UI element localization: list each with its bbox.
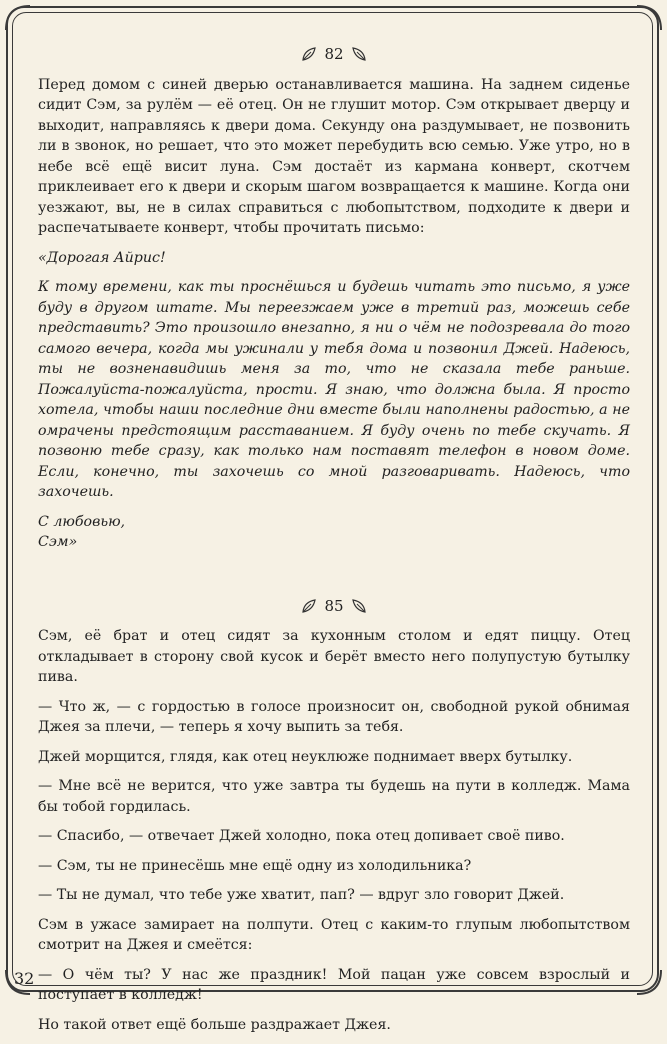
corner-ornament-icon: [4, 4, 32, 32]
section-number: 82: [324, 45, 344, 63]
section-paragraph: Но такой ответ ещё больше раздражает Джея.: [38, 1016, 391, 1033]
corner-ornament-icon: [635, 968, 663, 996]
section-paragraph: Джей морщится, глядя, как отец неуклюже поднимает вверх бутылку.: [38, 748, 573, 765]
section-paragraph: — Спасибо, — отвечает Джей холодно, пока отец допивает своё пиво.: [38, 828, 565, 844]
letter-body: К тому времени, как ты проснёшься и будешь читать это письмо, я уже буду в другом штате. Мы переезжаем уже в третий раз, можешь себе представить? Это произошло внезапно, я ни о чём не подозревала до того самого вечера, когда мы ужинали у тебя дома и позвонил Джей. Надеюсь, ты не возненавидишь меня за то, что не сказала тебе раньше. Пожалуйста-пожалуйста, прости. Я знаю, что должна была. Я просто хотела, чтобы наши последние дни вместе были наполнены радостью, а не омрачены предстоящим расставанием. Я буду очень по тебе скучать. Я позвоню тебе сразу, как только нам поставят телефон в новом доме. Если, конечно, ты захочешь со мной разговаривать. Надеюсь, что захочешь.: [38, 279, 630, 500]
section-number: 85: [324, 596, 344, 615]
corner-ornament-icon: [635, 4, 663, 32]
page-content: [38, 44, 630, 1044]
section-heading: [38, 596, 630, 617]
section-paragraph: — Сэм, ты не принесёшь мне ещё одну из холодильника?: [38, 857, 472, 874]
page-number: 32: [14, 969, 35, 988]
letter: [38, 248, 630, 553]
letter-greeting: «Дорогая Айрис!: [38, 249, 166, 266]
section-paragraph: — Мне всё не верится, что уже завтра ты будешь на пути в колледж. Мама бы тобой гордилась.: [38, 778, 630, 815]
leaf-ornament-icon: [350, 45, 368, 63]
letter-signature: Сэм»: [38, 534, 78, 550]
leaf-ornament-icon: [300, 597, 318, 615]
section-paragraph: — О чём ты? У нас же праздник! Мой пацан уже совсем взрослый и поступает в колледж!: [38, 966, 630, 1003]
section-paragraph: Перед домом с синей дверью останавливается машина. На заднем сиденье сидит Сэм, за рулём — её отец. Он не глушит мотор. Сэм открывает дверцу и выходит, направляясь к двери дома. Секунду она раздумывает, не позвонить ли в звонок, но решает, что это может перебудить всю семью. Уже утро, но в небе всё ещё висит луна. Сэм достаёт из кармана конверт, скотчем приклеивает его к двери и скорым шагом возвращается к машине. Когда они уезжают, вы, не в силах справиться с любопытством, подходите к двери и распечатываете конверт, чтобы прочитать письмо:: [38, 76, 630, 236]
section-paragraph: Сэм в ужасе замирает на полпути. Отец с каким-то глупым любопытством смотрит на Джея и смеётся:: [38, 916, 630, 953]
section-paragraph: — Ты не думал, что тебе уже хватит, пап? — вдруг зло говорит Джей.: [38, 887, 565, 903]
section-heading: [38, 44, 630, 65]
leaf-ornament-icon: [300, 45, 318, 63]
leaf-ornament-icon: [350, 597, 368, 615]
section-paragraph: — Что ж, — с гордостью в голосе произносит он, свободной рукой обнимая Джея за плечи, — теперь я хочу выпить за тебя.: [38, 698, 630, 735]
letter-closing: С любовью,: [38, 513, 126, 530]
section-paragraph: Сэм, её брат и отец сидят за кухонным столом и едят пиццу. Отец откладывает в сторону свой кусок и берёт вместо него полупустую бутылку пива.: [38, 628, 630, 685]
